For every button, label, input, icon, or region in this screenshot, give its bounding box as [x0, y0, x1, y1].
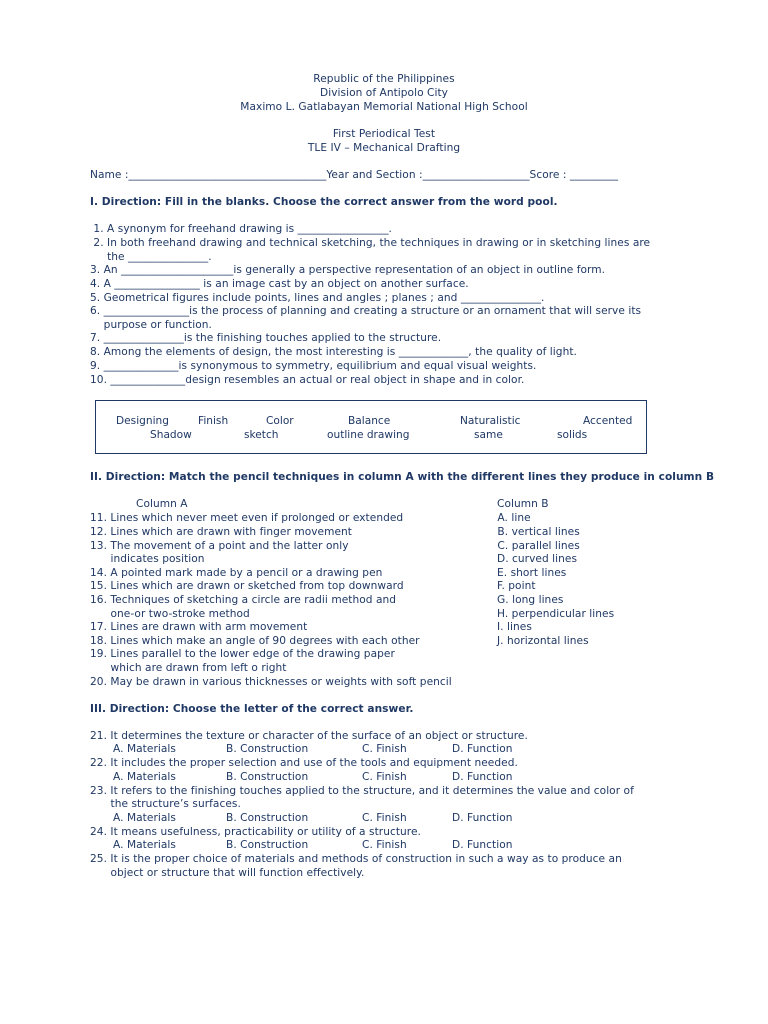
- word-pool-item: Color: [266, 415, 294, 427]
- column-b-item: A. line: [494, 512, 531, 524]
- column-a-header: Column A: [136, 498, 188, 510]
- part1-line: 2. In both freehand drawing and technical sketching, the techniques in drawing or in sketching lines are: [90, 237, 651, 249]
- column-b-item: D. curved lines: [497, 553, 578, 565]
- question-25-cont: object or structure that will function effectively.: [90, 867, 365, 879]
- choice-b: B. Construction: [226, 743, 309, 755]
- column-b-item: G. long lines: [497, 594, 564, 606]
- choice-a: A. Materials: [113, 771, 176, 783]
- part1-line: purpose or function.: [90, 319, 212, 331]
- column-a-item: which are drawn from left o right: [90, 662, 287, 674]
- word-pool-item: Finish: [198, 415, 229, 427]
- part1-line: 1. A synonym for freehand drawing is _________________.: [90, 223, 392, 235]
- choice-c: C. Finish: [362, 839, 407, 851]
- part1-line: 5. Geometrical figures include points, lines and angles ; planes ; and _______________.: [90, 292, 545, 304]
- word-pool-item: Balance: [348, 415, 391, 427]
- column-a-item: 19. Lines parallel to the lower edge of the drawing paper: [90, 648, 395, 660]
- choice-c: C. Finish: [362, 812, 407, 824]
- word-pool-item: Naturalistic: [460, 415, 521, 427]
- choice-b: B. Construction: [226, 839, 309, 851]
- choice-d: D. Function: [452, 839, 513, 851]
- column-a-item: 12. Lines which are drawn with finger movement: [90, 526, 353, 538]
- word-pool-item: sketch: [244, 429, 279, 441]
- part1-line: 6. ________________is the process of planning and creating a structure or an ornament that will serve its: [90, 305, 642, 317]
- question-25: 25. It is the proper choice of materials and methods of construction in such a way as to produce an: [90, 853, 622, 865]
- choice-d: D. Function: [452, 812, 513, 824]
- choice-a: A. Materials: [113, 812, 176, 824]
- word-pool-item: solids: [557, 429, 588, 441]
- part1-line: 9. ______________is synonymous to symmetry, equilibrium and equal visual weights.: [90, 360, 537, 372]
- question-24: 24. It means usefulness, practicability or utility of a structure.: [90, 826, 421, 838]
- column-a-item: 15. Lines which are drawn or sketched from top downward: [90, 580, 404, 592]
- choice-c: C. Finish: [362, 743, 407, 755]
- part1-line: 4. A ________________ is an image cast by an object on another surface.: [90, 278, 469, 290]
- question-23-cont: the structure’s surfaces.: [90, 798, 241, 810]
- part1-direction: I. Direction: Fill in the blanks. Choose the correct answer from the word pool.: [90, 196, 558, 208]
- part1-line: 10. ______________design resembles an actual or real object in shape and in color.: [90, 374, 525, 386]
- word-pool-item: outline drawing: [327, 429, 410, 441]
- question-23: 23. It refers to the finishing touches applied to the structure, and it determines the value and color of: [90, 785, 634, 797]
- column-a-item: 14. A pointed mark made by a pencil or a drawing pen: [90, 567, 383, 579]
- header-school: Maximo L. Gatlabayan Memorial National High School: [240, 101, 528, 113]
- header-division: Division of Antipolo City: [320, 87, 448, 99]
- column-b-item: H. perpendicular lines: [497, 608, 615, 620]
- column-a-item: 17. Lines are drawn with arm movement: [90, 621, 308, 633]
- header-test: First Periodical Test: [332, 128, 436, 140]
- part1-line: 3. An _____________________is generally a perspective representation of an object in outline form.: [90, 264, 606, 276]
- choice-a: A. Materials: [113, 839, 176, 851]
- column-a-item: indicates position: [90, 553, 205, 565]
- question-22: 22. It includes the proper selection and use of the tools and equipment needed.: [90, 757, 518, 769]
- header-subject: TLE IV – Mechanical Drafting: [307, 142, 461, 154]
- part3-direction: III. Direction: Choose the letter of the correct answer.: [90, 703, 414, 715]
- column-a-item: 16. Techniques of sketching a circle are radii method and: [90, 594, 397, 606]
- column-b-item: I. lines: [497, 621, 532, 633]
- choice-c: C. Finish: [362, 771, 407, 783]
- header-republic: Republic of the Philippines: [313, 73, 455, 85]
- question-21: 21. It determines the texture or character of the surface of an object or structure.: [90, 730, 528, 742]
- word-pool-item: Shadow: [150, 429, 192, 441]
- column-b-item: J. horizontal lines: [497, 635, 589, 647]
- word-pool-box: [95, 400, 647, 454]
- name-section-score-line: Name :_____________________________________Year and Section :____________________Score : _________: [90, 169, 619, 181]
- choice-a: A. Materials: [113, 743, 176, 755]
- word-pool-item: Accented: [583, 415, 633, 427]
- choice-d: D. Function: [452, 771, 513, 783]
- part1-line: 8. Among the elements of design, the most interesting is _____________, the quality of light.: [90, 346, 577, 358]
- column-a-item: 13. The movement of a point and the latter only: [90, 540, 349, 552]
- column-a-item: 11. Lines which never meet even if prolonged or extended: [90, 512, 404, 524]
- word-pool-item: same: [474, 429, 503, 441]
- column-a-item: 18. Lines which make an angle of 90 degrees with each other: [90, 635, 420, 647]
- column-a-item: one-or two-stroke method: [90, 608, 250, 620]
- part1-line: 7. _______________is the finishing touches applied to the structure.: [90, 332, 442, 344]
- choice-d: D. Function: [452, 743, 513, 755]
- part2-direction: II. Direction: Match the pencil techniques in column A with the different lines they produce in column B: [90, 471, 715, 483]
- column-b-item: C. parallel lines: [494, 540, 580, 552]
- choice-b: B. Construction: [226, 771, 309, 783]
- column-b-header: Column B: [497, 498, 549, 510]
- column-a-item: 20. May be drawn in various thicknesses or weights with soft pencil: [90, 676, 452, 688]
- column-b-item: F. point: [497, 580, 536, 592]
- column-b-item: E. short lines: [497, 567, 567, 579]
- column-b-item: B. vertical lines: [494, 526, 580, 538]
- choice-b: B. Construction: [226, 812, 309, 824]
- part1-line: the _______________.: [90, 251, 212, 263]
- word-pool-item: Designing: [116, 415, 169, 427]
